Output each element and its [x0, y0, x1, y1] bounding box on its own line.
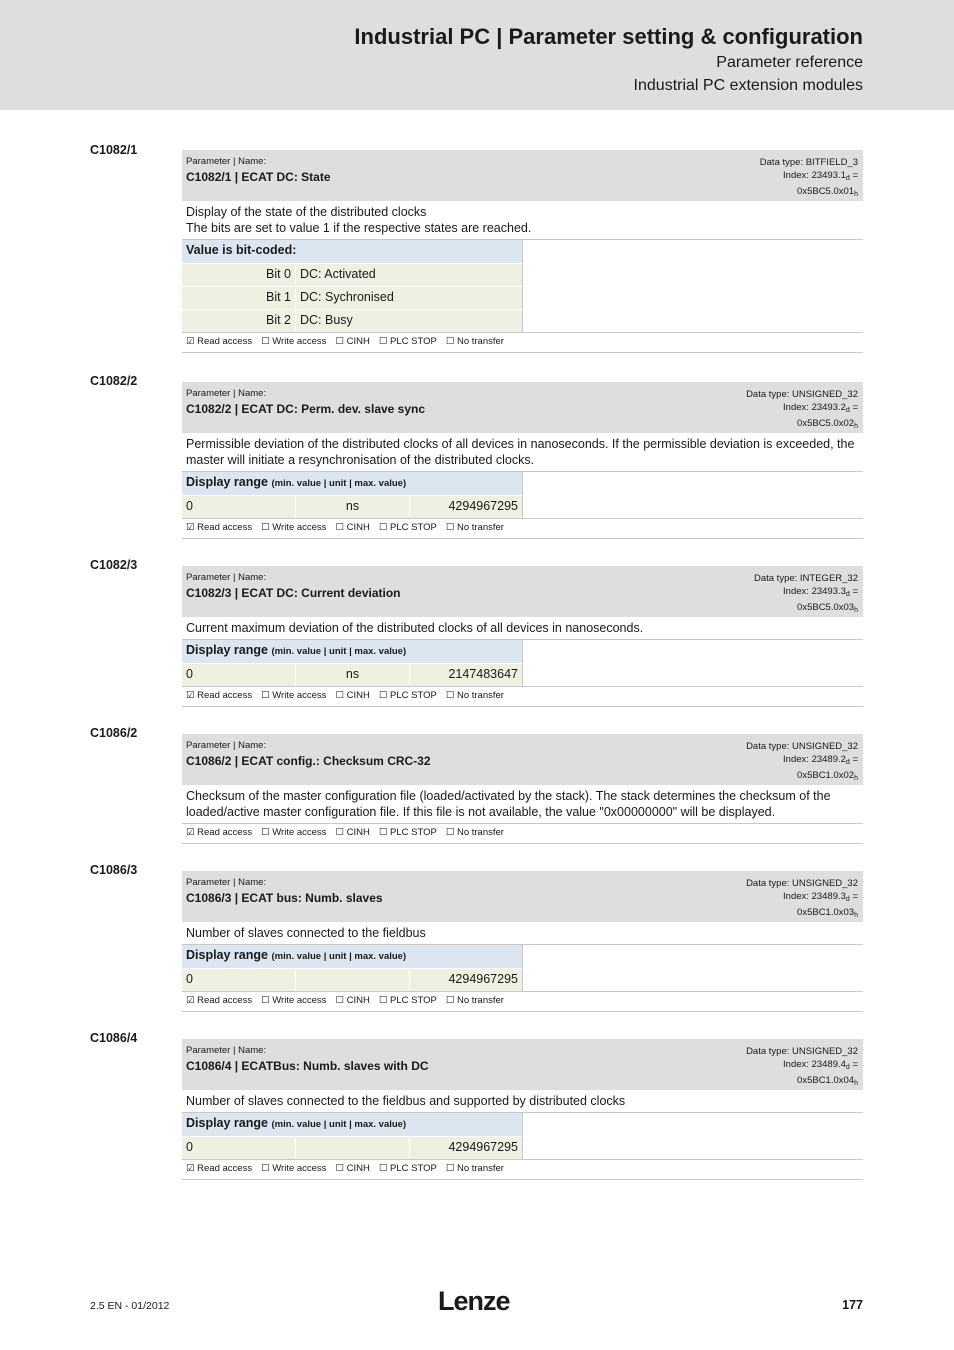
cinh-flag: ☐ CINH: [335, 995, 370, 1006]
bit-number: Bit 1: [182, 287, 295, 309]
range-hint: (min. value | unit | max. value): [271, 478, 407, 489]
description-line: Current maximum deviation of the distributed clocks of all devices in nanoseconds.: [186, 621, 644, 635]
access-flags: [182, 519, 863, 539]
hex-value: 0x5BC5.0x03: [797, 602, 855, 613]
index-sub: d: [845, 759, 850, 766]
page-number: 177: [842, 1298, 863, 1312]
bit-label: DC: Busy: [295, 310, 522, 332]
data-type: Data type: BITFIELD_3: [759, 157, 858, 168]
section-title: Industrial PC extension modules: [633, 77, 863, 94]
table-row: [182, 286, 522, 309]
param-description: [182, 433, 863, 472]
range-min: 0: [182, 496, 295, 518]
param-meta: [746, 1045, 858, 1090]
index-eq: =: [849, 1059, 858, 1070]
param-header: [182, 382, 863, 433]
table-divider: [522, 640, 523, 686]
range-title: Display range: [186, 643, 268, 657]
param-meta: [754, 572, 858, 617]
param-label: Parameter | Name:: [186, 156, 267, 167]
data-type: Data type: UNSIGNED_32: [746, 878, 858, 889]
hex-sub: h: [854, 191, 858, 198]
plc-stop-flag: ☐ PLC STOP: [378, 1163, 437, 1174]
range-unit: [295, 1137, 409, 1159]
index-value: Index: 23489.3: [783, 891, 846, 902]
document-title: Industrial PC | Parameter setting & configuration: [354, 24, 863, 49]
range-table-header: [182, 640, 522, 663]
table-row: [182, 663, 522, 686]
param-code: C1082/2: [90, 374, 138, 388]
range-unit: ns: [295, 496, 409, 518]
access-flags: [182, 824, 863, 844]
range-unit: [295, 969, 409, 991]
cinh-flag: ☐ CINH: [335, 690, 370, 701]
param-name: C1086/2 | ECAT config.: Checksum CRC-32: [186, 754, 431, 768]
description-line: Checksum of the master configuration file (loaded/activated by the stack). The stack determines the checksum of the loaded/active master configuration file. If this file is not available, the value "0x00000000" will be displayed.: [186, 789, 831, 819]
no-transfer-flag: ☐ No transfer: [445, 336, 504, 347]
param-name: C1082/3 | ECAT DC: Current deviation: [186, 586, 401, 600]
cinh-flag: ☐ CINH: [335, 336, 370, 347]
param-code: C1086/2: [90, 726, 138, 740]
range-table-header: [182, 472, 522, 495]
range-max: 4294967295: [409, 496, 522, 518]
no-transfer-flag: ☐ No transfer: [445, 995, 504, 1006]
access-flags: [182, 333, 863, 353]
data-type: Data type: INTEGER_32: [753, 573, 858, 584]
data-type: Data type: UNSIGNED_32: [746, 389, 858, 400]
index-eq: =: [849, 754, 858, 765]
plc-stop-flag: ☐ PLC STOP: [378, 995, 437, 1006]
access-flags: [182, 992, 863, 1012]
no-transfer-flag: ☐ No transfer: [445, 690, 504, 701]
param-block: [182, 566, 863, 707]
cinh-flag: ☐ CINH: [335, 827, 370, 838]
index-sub: d: [845, 896, 850, 903]
index-dec: [746, 1058, 858, 1074]
bit-number: Bit 2: [182, 310, 295, 332]
range-table: [182, 945, 863, 992]
read-access-flag: ☑ Read access: [186, 522, 253, 533]
hex-sub: h: [854, 775, 858, 782]
data-type: Data type: UNSIGNED_32: [746, 1046, 858, 1057]
cinh-flag: ☐ CINH: [335, 522, 370, 533]
param-description: [182, 922, 863, 945]
index-dec: [760, 169, 858, 185]
table-row: [182, 309, 522, 332]
index-value: Index: 23493.1: [783, 170, 846, 181]
range-max: 4294967295: [409, 969, 522, 991]
write-access-flag: ☐ Write access: [261, 336, 327, 347]
range-hint: (min. value | unit | max. value): [271, 646, 407, 657]
param-block: [182, 1039, 863, 1180]
range-table: [182, 640, 863, 687]
bit-table: [182, 240, 863, 333]
hex-sub: h: [854, 607, 858, 614]
param-header: [182, 734, 863, 785]
write-access-flag: ☐ Write access: [261, 827, 327, 838]
hex-value: 0x5BC5.0x01: [797, 186, 855, 197]
param-meta: [760, 156, 858, 201]
hex-value: 0x5BC1.0x02: [797, 770, 855, 781]
write-access-flag: ☐ Write access: [261, 995, 327, 1006]
index-value: Index: 23493.3: [783, 586, 846, 597]
table-divider: [522, 945, 523, 991]
read-access-flag: ☑ Read access: [186, 690, 253, 701]
no-transfer-flag: ☐ No transfer: [445, 522, 504, 533]
index-eq: =: [849, 402, 858, 413]
param-name: C1086/3 | ECAT bus: Numb. slaves: [186, 891, 383, 905]
index-hex: [746, 769, 858, 785]
range-table: [182, 472, 863, 519]
index-sub: d: [845, 175, 850, 182]
param-description: [182, 1090, 863, 1113]
hex-sub: h: [854, 1080, 858, 1087]
param-code: C1086/4: [90, 1031, 138, 1045]
param-header: [182, 566, 863, 617]
range-title: Display range: [186, 1116, 268, 1130]
param-header: [182, 1039, 863, 1090]
plc-stop-flag: ☐ PLC STOP: [378, 690, 437, 701]
index-hex: [754, 601, 858, 617]
param-header: [182, 150, 863, 201]
param-code: C1082/1: [90, 143, 138, 157]
hex-value: 0x5BC1.0x04: [797, 1075, 855, 1086]
range-title: Display range: [186, 948, 268, 962]
param-description: [182, 617, 863, 640]
read-access-flag: ☑ Read access: [186, 995, 253, 1006]
index-value: Index: 23489.4: [783, 1059, 846, 1070]
hex-sub: h: [854, 423, 858, 430]
index-eq: =: [849, 586, 858, 597]
range-table-header: [182, 945, 522, 968]
table-row: [182, 968, 522, 991]
param-description: [182, 785, 863, 824]
param-name: C1082/1 | ECAT DC: State: [186, 170, 331, 184]
table-divider: [522, 472, 523, 518]
read-access-flag: ☑ Read access: [186, 1163, 253, 1174]
cinh-flag: ☐ CINH: [335, 1163, 370, 1174]
lenze-logo: Lenze: [438, 1286, 510, 1316]
table-divider: [522, 240, 523, 332]
param-code: C1086/3: [90, 863, 138, 877]
description-line: Number of slaves connected to the fieldbus and supported by distributed clocks: [186, 1094, 626, 1108]
no-transfer-flag: ☐ No transfer: [445, 827, 504, 838]
range-table-header: [182, 1113, 522, 1136]
range-title: Display range: [186, 475, 268, 489]
index-hex: [746, 417, 858, 433]
index-dec: [746, 401, 858, 417]
table-divider: [522, 1113, 523, 1159]
plc-stop-flag: ☐ PLC STOP: [378, 827, 437, 838]
page-header: [0, 0, 954, 110]
param-name: C1082/2 | ECAT DC: Perm. dev. slave sync: [186, 402, 426, 416]
hex-value: 0x5BC5.0x02: [797, 418, 855, 429]
index-hex: [746, 1074, 858, 1090]
param-meta: [746, 877, 858, 922]
bit-label: DC: Sychronised: [295, 287, 522, 309]
param-label: Parameter | Name:: [186, 1045, 267, 1056]
access-flags: [182, 1160, 863, 1180]
write-access-flag: ☐ Write access: [261, 522, 327, 533]
index-eq: =: [849, 170, 858, 181]
index-dec: [746, 753, 858, 769]
index-sub: d: [845, 407, 850, 414]
plc-stop-flag: ☐ PLC STOP: [378, 336, 437, 347]
param-name: C1086/4 | ECATBus: Numb. slaves with DC: [186, 1059, 429, 1073]
write-access-flag: ☐ Write access: [261, 1163, 327, 1174]
range-min: 0: [182, 969, 295, 991]
write-access-flag: ☐ Write access: [261, 690, 327, 701]
description-line: Display of the state of the distributed clocks: [186, 205, 427, 219]
param-description: [182, 201, 863, 240]
data-type: Data type: UNSIGNED_32: [746, 741, 858, 752]
description-line: The bits are set to value 1 if the respective states are reached.: [186, 221, 532, 235]
range-hint: (min. value | unit | max. value): [271, 1119, 407, 1130]
table-row: [182, 495, 522, 518]
index-sub: d: [845, 1064, 850, 1071]
index-dec: [746, 890, 858, 906]
plc-stop-flag: ☐ PLC STOP: [378, 522, 437, 533]
index-value: Index: 23493.2: [783, 402, 846, 413]
param-meta: [746, 740, 858, 785]
param-header: [182, 871, 863, 922]
range-max: 2147483647: [409, 664, 522, 686]
param-label: Parameter | Name:: [186, 388, 267, 399]
hex-sub: h: [854, 912, 858, 919]
param-block: [182, 871, 863, 1012]
param-code: C1082/3: [90, 558, 138, 572]
chapter-title: Parameter reference: [716, 54, 863, 71]
index-eq: =: [849, 891, 858, 902]
range-unit: ns: [295, 664, 409, 686]
read-access-flag: ☑ Read access: [186, 336, 253, 347]
bit-number: Bit 0: [182, 264, 295, 286]
param-label: Parameter | Name:: [186, 740, 267, 751]
range-max: 4294967295: [409, 1137, 522, 1159]
bit-label: DC: Activated: [295, 264, 522, 286]
description-line: Number of slaves connected to the fieldbus: [186, 926, 426, 940]
footer-version: 2.5 EN - 01/2012: [90, 1300, 170, 1312]
param-block: [182, 734, 863, 844]
index-dec: [754, 585, 858, 601]
index-hex: [760, 185, 858, 201]
param-label: Parameter | Name:: [186, 572, 267, 583]
table-row: [182, 263, 522, 286]
hex-value: 0x5BC1.0x03: [797, 907, 855, 918]
range-table: [182, 1113, 863, 1160]
range-hint: (min. value | unit | max. value): [271, 951, 407, 962]
param-label: Parameter | Name:: [186, 877, 267, 888]
bit-table-header: Value is bit-coded:: [182, 240, 522, 263]
param-meta: [746, 388, 858, 433]
read-access-flag: ☑ Read access: [186, 827, 253, 838]
index-sub: d: [845, 591, 850, 598]
range-min: 0: [182, 664, 295, 686]
param-block: [182, 382, 863, 539]
range-min: 0: [182, 1137, 295, 1159]
access-flags: [182, 687, 863, 707]
table-row: [182, 1136, 522, 1159]
param-block: [182, 150, 863, 353]
no-transfer-flag: ☐ No transfer: [445, 1163, 504, 1174]
index-hex: [746, 906, 858, 922]
description-line: Permissible deviation of the distributed clocks of all devices in nanoseconds. If the permissible deviation is exceeded, the master will initiate a resynchronisation of the distributed clocks.: [186, 437, 855, 467]
index-value: Index: 23489.2: [783, 754, 846, 765]
